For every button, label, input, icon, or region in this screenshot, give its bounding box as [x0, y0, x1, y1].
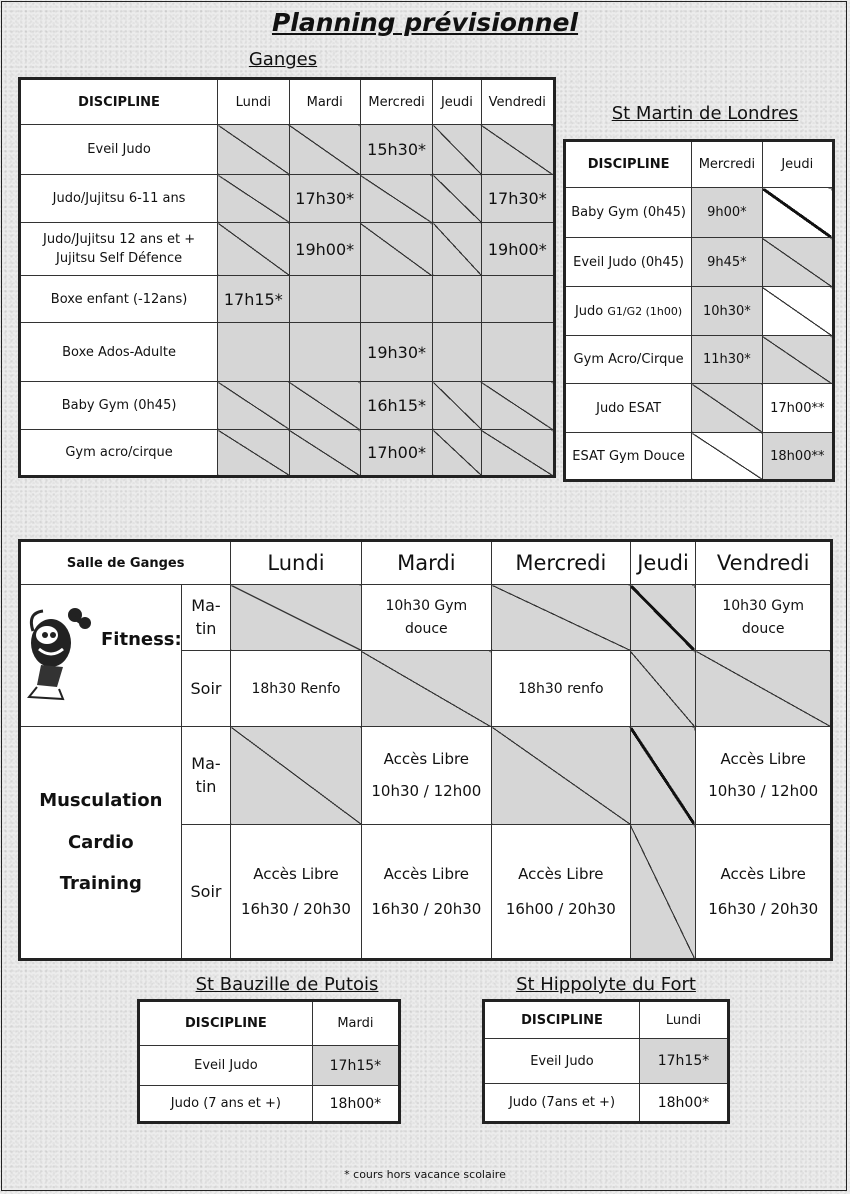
discipline-cell: ESAT Gym Douce: [565, 433, 692, 481]
discipline-cell: Eveil Judo: [139, 1046, 313, 1086]
time-slot: [361, 727, 492, 825]
matin-label: Ma- tin: [181, 727, 231, 825]
empty-slot: [231, 585, 361, 651]
page-title: Planning prévisionnel: [271, 8, 579, 37]
empty-slot: [696, 651, 832, 727]
empty-slot: [762, 188, 833, 238]
time-slot: [696, 727, 832, 825]
time-slot: 9h00*: [692, 188, 762, 238]
empty-slot: [692, 433, 762, 481]
discipline-cell: Boxe Ados-Adulte: [20, 323, 218, 382]
table-row: [565, 433, 834, 481]
time-slot: [231, 825, 361, 960]
time-slot: [492, 825, 630, 960]
time-slot: 10h30*: [692, 287, 762, 336]
header-cell: DISCIPLINE: [20, 79, 218, 125]
table-header-row: [139, 1001, 400, 1046]
empty-slot: [218, 430, 289, 477]
table-row: [20, 276, 555, 323]
header-cell: Vendredi: [481, 79, 554, 125]
empty-slot: [762, 238, 833, 287]
header-cell: DISCIPLINE: [565, 141, 692, 188]
discipline-cell: [565, 287, 692, 336]
header-cell: DISCIPLINE: [484, 1001, 640, 1039]
header-cell: DISCIPLINE: [139, 1001, 313, 1046]
fitness-label: Fitness:: [101, 629, 182, 650]
time-slot: 17h00*: [360, 430, 432, 477]
empty-slot: [433, 323, 481, 382]
header-cell: Jeudi: [630, 541, 696, 585]
slot-line: Accès Libre: [383, 865, 470, 883]
table-row: [20, 727, 832, 825]
discipline-cell: Boxe enfant (-12ans): [20, 276, 218, 323]
empty-slot: [360, 175, 432, 223]
time-slot: 18h00**: [762, 433, 833, 481]
time-slot: 18h30 Renfo: [231, 651, 361, 727]
stbauzille-schedule-table: [137, 999, 401, 1124]
empty-slot: [630, 651, 696, 727]
header-cell: Vendredi: [696, 541, 832, 585]
empty-slot: [289, 125, 360, 175]
header-cell: Lundi: [231, 541, 361, 585]
empty-slot: [360, 223, 432, 276]
slot-line: 16h30 / 20h30: [241, 899, 351, 918]
time-slot: 10h30 Gym douce: [361, 585, 492, 651]
time-slot: 17h30*: [481, 175, 554, 223]
empty-slot: [433, 276, 481, 323]
table-row: [20, 125, 555, 175]
table-row: [565, 336, 834, 384]
table-header-row: [20, 79, 555, 125]
time-slot: 17h15*: [218, 276, 289, 323]
header-cell: Mardi: [312, 1001, 399, 1046]
table-row: [565, 188, 834, 238]
table-row: [565, 287, 834, 336]
table-row: [139, 1086, 400, 1123]
empty-slot: [433, 382, 481, 430]
time-slot: 17h30*: [289, 175, 360, 223]
table-row: [484, 1084, 729, 1123]
time-slot: 16h15*: [360, 382, 432, 430]
empty-slot: [492, 585, 630, 651]
empty-slot: [360, 276, 432, 323]
empty-slot: [481, 276, 554, 323]
slot-line: Accès Libre: [253, 865, 339, 883]
empty-slot: [630, 825, 696, 960]
category-label: Cardio: [67, 831, 134, 853]
time-slot: 11h30*: [692, 336, 762, 384]
empty-slot: [218, 223, 289, 276]
time-slot: 19h00*: [481, 223, 554, 276]
salle-ganges-table: [18, 539, 833, 961]
table-row: [20, 323, 555, 382]
header-cell: Mardi: [361, 541, 492, 585]
slot-line: Accès Libre: [720, 750, 806, 768]
table-row: [139, 1046, 400, 1086]
empty-slot: [492, 727, 630, 825]
slot-line: Accès Libre: [383, 750, 470, 768]
empty-slot: [231, 727, 361, 825]
discipline-cell: Baby Gym (0h45): [20, 382, 218, 430]
slot-line: 16h00 / 20h30: [505, 899, 616, 918]
slot-line: 16h30 / 20h30: [371, 899, 482, 918]
stmartin-schedule-table: [563, 139, 835, 482]
discipline-cell: Judo/Jujitsu 6-11 ans: [20, 175, 218, 223]
table-row: [484, 1039, 729, 1084]
time-slot: 18h30 renfo: [492, 651, 630, 727]
discipline-cell: Eveil Judo: [484, 1039, 640, 1084]
empty-slot: [433, 223, 481, 276]
soir-label: Soir: [181, 825, 231, 960]
header-cell: Lundi: [639, 1001, 728, 1039]
discipline-sublabel: G1/G2 (1h00): [607, 304, 683, 318]
empty-slot: [361, 651, 492, 727]
discipline-cell: Judo ESAT: [565, 384, 692, 433]
table-header-row: [20, 541, 832, 585]
discipline-cell: Judo (7ans et +): [484, 1084, 640, 1123]
time-slot: [696, 825, 832, 960]
header-cell: Jeudi: [762, 141, 833, 188]
slot-line: Accès Libre: [518, 865, 604, 883]
table-row: [20, 382, 555, 430]
empty-slot: [762, 336, 833, 384]
ganges-schedule-table: [18, 77, 556, 478]
table-header-row: [565, 141, 834, 188]
discipline-line: Jujitsu Self Défence: [56, 251, 183, 266]
header-cell: Lundi: [218, 79, 289, 125]
soir-label: Soir: [181, 651, 231, 727]
empty-slot: [218, 175, 289, 223]
time-slot: 18h00*: [639, 1084, 728, 1123]
empty-slot: [289, 382, 360, 430]
slot-line: 10h30 / 12h00: [371, 781, 482, 800]
ganges-location-title: Ganges: [248, 49, 318, 70]
discipline-cell: [20, 223, 218, 276]
empty-slot: [762, 287, 833, 336]
time-slot: 9h45*: [692, 238, 762, 287]
stbauzille-location-title: St Bauzille de Putois: [195, 974, 379, 995]
discipline-label: Judo: [574, 303, 604, 319]
discipline-cell: Judo (7 ans et +): [139, 1086, 313, 1123]
table-row: [565, 238, 834, 287]
empty-slot: [481, 430, 554, 477]
discipline-cell: Baby Gym (0h45): [565, 188, 692, 238]
empty-slot: [218, 125, 289, 175]
empty-slot: [433, 175, 481, 223]
empty-slot: [481, 125, 554, 175]
fitness-category-cell: [20, 585, 182, 727]
discipline-cell: Gym Acro/Cirque: [565, 336, 692, 384]
empty-slot: [289, 276, 360, 323]
header-cell: Salle de Ganges: [20, 541, 231, 585]
time-slot: 18h00*: [312, 1086, 399, 1123]
table-header-row: [484, 1001, 729, 1039]
discipline-cell: Eveil Judo (0h45): [565, 238, 692, 287]
musculation-category-cell: [20, 727, 182, 960]
empty-slot: [289, 430, 360, 477]
slot-line: 10h30 / 12h00: [708, 781, 819, 800]
empty-slot: [692, 384, 762, 433]
table-row: [565, 384, 834, 433]
empty-slot: [218, 382, 289, 430]
time-slot: 19h30*: [360, 323, 432, 382]
sthippolyte-location-title: St Hippolyte du Fort: [516, 974, 696, 995]
time-slot: 17h15*: [312, 1046, 399, 1086]
header-cell: Mercredi: [492, 541, 630, 585]
matin-label: Ma- tin: [181, 585, 231, 651]
time-slot: 17h00**: [762, 384, 833, 433]
time-slot: 17h15*: [639, 1039, 728, 1084]
table-row: [20, 175, 555, 223]
category-label: Training: [59, 873, 142, 895]
header-cell: Mercredi: [692, 141, 762, 188]
discipline-line: Judo/Jujitsu 12 ans et +: [43, 231, 196, 247]
header-cell: Mercredi: [360, 79, 432, 125]
table-row: [20, 430, 555, 477]
stmartin-location-title: St Martin de Londres: [611, 103, 799, 124]
empty-slot: [481, 382, 554, 430]
sthippolyte-schedule-table: [482, 999, 730, 1124]
slot-line: 16h30 / 20h30: [708, 899, 819, 918]
time-slot: [361, 825, 492, 960]
time-slot: 19h00*: [289, 223, 360, 276]
empty-slot: [481, 323, 554, 382]
category-label: Musculation: [39, 790, 163, 812]
footnote: * cours hors vacance scolaire: [344, 1168, 506, 1181]
time-slot: 15h30*: [360, 125, 432, 175]
empty-slot: [218, 323, 289, 382]
empty-slot: [630, 727, 696, 825]
fitness-mascot-icon: [23, 601, 93, 711]
table-row: [20, 223, 555, 276]
empty-slot: [630, 585, 696, 651]
empty-slot: [433, 430, 481, 477]
empty-slot: [433, 125, 481, 175]
header-cell: Jeudi: [433, 79, 481, 125]
table-row: [20, 585, 832, 651]
header-cell: Mardi: [289, 79, 360, 125]
empty-slot: [289, 323, 360, 382]
discipline-cell: Gym acro/cirque: [20, 430, 218, 477]
time-slot: 10h30 Gym douce: [696, 585, 832, 651]
discipline-cell: Eveil Judo: [20, 125, 218, 175]
slot-line: Accès Libre: [720, 865, 806, 883]
